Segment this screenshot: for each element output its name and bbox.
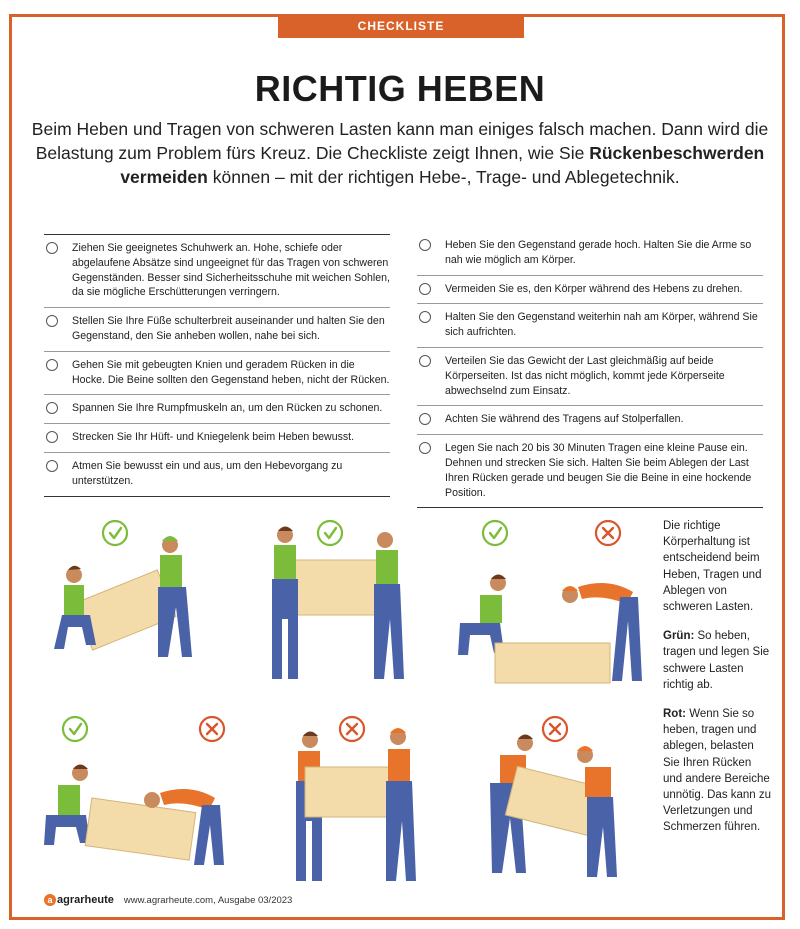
checklist-item[interactable]: Stellen Sie Ihre Füße schulterbreit auseinander und halten Sie den Gegenstand, den Sie anheben wollen, nahe bei sich. xyxy=(44,308,390,352)
scene-6-twisted-carry xyxy=(490,717,617,877)
legend-intro: Die richtige Körperhaltung ist entscheidend beim Heben, Tragen und Ablegen von schweren Lasten. xyxy=(663,520,762,614)
cross-icon xyxy=(543,717,567,741)
checkbox-circle[interactable] xyxy=(46,431,58,443)
legend-sidebar xyxy=(663,518,773,849)
check-icon xyxy=(103,521,127,545)
source-text: www.agrarheute.com, Ausgabe 03/2023 xyxy=(123,894,293,906)
page-title: RICHTIG HEBEN xyxy=(254,68,546,109)
footer xyxy=(44,894,292,906)
checklist-item[interactable]: Ziehen Sie geeignetes Schuhwerk an. Hohe, schiefe oder abgelaufene Absätze sind ungeeignet für das Tragen von schweren Gegenständen. Besser sind Sicherheitsschuhe mit weichen Sohlen, da sie mögliche Erschütterungen verringern. xyxy=(44,235,390,308)
checklist-item[interactable]: Heben Sie den Gegenstand gerade hoch. Halten Sie die Arme so nah wie möglich am Körper. xyxy=(417,232,763,276)
logo-icon: a xyxy=(44,894,56,906)
scene-1-squat-lift xyxy=(54,521,192,657)
scene-3-squat-vs-bent xyxy=(458,521,642,683)
check-icon xyxy=(318,521,342,545)
checkbox-circle[interactable] xyxy=(419,413,431,425)
checkbox-circle[interactable] xyxy=(419,442,431,454)
checklist-item[interactable]: Gehen Sie mit gebeugten Knien und geradem Rücken in die Hocke. Die Beine sollten den Gegenstand heben, nicht der Rücken. xyxy=(44,352,390,396)
check-icon xyxy=(63,717,87,741)
checklist-item[interactable]: Halten Sie den Gegenstand weiterhin nah am Körper, während Sie sich aufrichten. xyxy=(417,304,763,348)
checkbox-circle[interactable] xyxy=(419,283,431,295)
section-tag: CHECKLISTE xyxy=(278,15,524,38)
legend-red: Rot: Wenn Sie so heben, tragen und ablegen, belasten Sie Ihren Rücken und andere Bereiche unnötig. Das kann zu Verletzungen und Schmerzen führen. xyxy=(663,708,772,834)
cross-icon xyxy=(596,521,620,545)
checklist-right xyxy=(417,232,763,508)
scene-5-extended-carry xyxy=(296,717,416,881)
checklist-item[interactable]: Strecken Sie Ihr Hüft- und Kniegelenk beim Heben bewusst. xyxy=(44,424,390,453)
brand-logo[interactable]: a agrarheute xyxy=(44,894,114,906)
intro-text: Beim Heben und Tragen von schweren Lasten kann man einiges falsch machen. Dann wird die Belastung zum Problem fürs Kreuz. Die Checkliste zeigt Ihnen, wie Sie Rückenbeschwerden vermeiden können – mit der richtigen Hebe-, Trage- und Ablegetechnik. xyxy=(31,119,769,187)
cross-icon xyxy=(340,717,364,741)
checkbox-circle[interactable] xyxy=(46,242,58,254)
checkbox-circle[interactable] xyxy=(419,311,431,323)
checklist-item[interactable]: Achten Sie während des Tragens auf Stolperfallen. xyxy=(417,406,763,435)
scene-2-upright-carry xyxy=(272,521,404,679)
legend-green: Grün: So heben, tragen und legen Sie schwere Lasten richtig ab. xyxy=(663,630,770,691)
checkbox-circle[interactable] xyxy=(419,355,431,367)
checklist-item[interactable]: Spannen Sie Ihre Rumpfmuskeln an, um den Rücken zu schonen. xyxy=(44,395,390,424)
checkbox-circle[interactable] xyxy=(46,460,58,472)
checkbox-circle[interactable] xyxy=(46,402,58,414)
checklist-item[interactable]: Vermeiden Sie es, den Körper während des Hebens zu drehen. xyxy=(417,276,763,305)
checkbox-circle[interactable] xyxy=(46,315,58,327)
checklist-item[interactable]: Verteilen Sie das Gewicht der Last gleichmäßig auf beide Körperseiten. Ist das nicht möglich, kommt jede Körperseite abwechselnd zum Einsatz. xyxy=(417,348,763,406)
checkbox-circle[interactable] xyxy=(46,359,58,371)
lifting-illustrations xyxy=(40,515,655,885)
checklist-left xyxy=(44,234,390,497)
check-icon xyxy=(483,521,507,545)
scene-4-squat-vs-bent xyxy=(44,717,224,865)
cross-icon xyxy=(200,717,224,741)
checklist-item[interactable]: Atmen Sie bewusst ein und aus, um den Hebevorgang zu unterstützen. xyxy=(44,453,390,497)
checklist-item[interactable]: Legen Sie nach 20 bis 30 Minuten Tragen eine kleine Pause ein. Dehnen und strecken Sie sich. Halten Sie beim Ablegen der Last Ihren Rücken gerade und beugen Sie die Beine in eine hockende Position. xyxy=(417,435,763,508)
checkbox-circle[interactable] xyxy=(419,239,431,251)
